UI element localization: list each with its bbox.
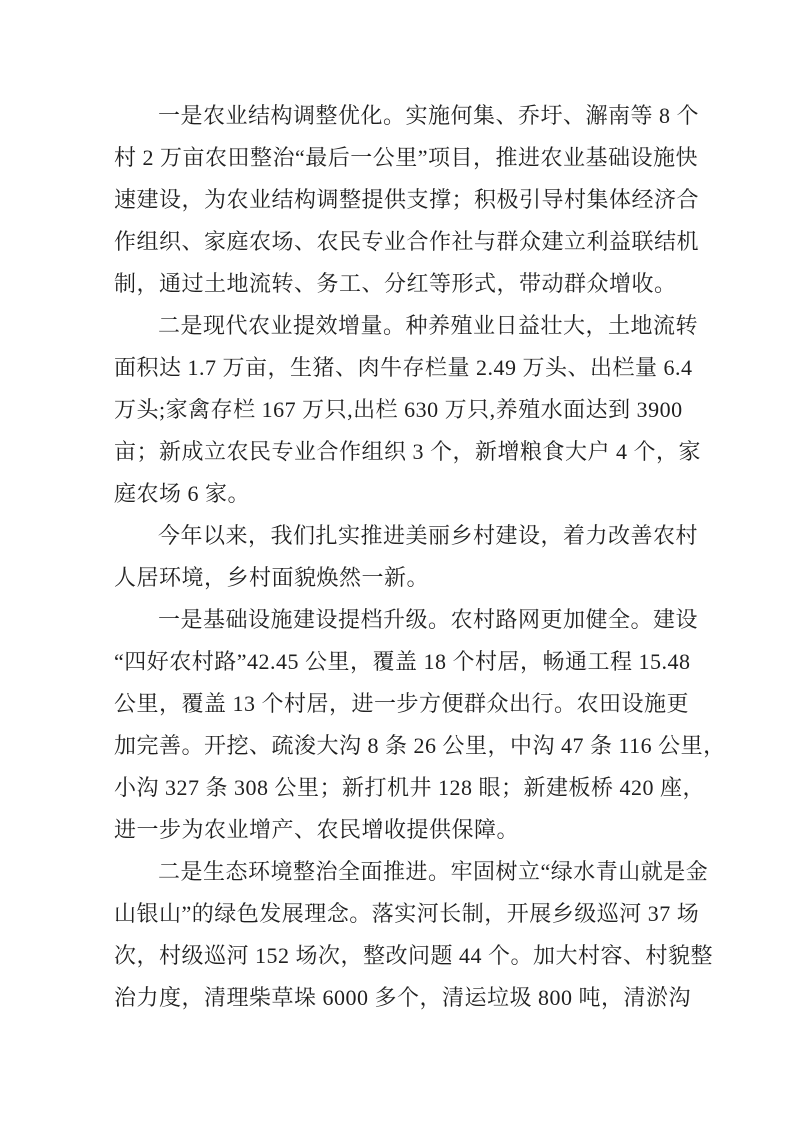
text-line: 亩；新成立农民专业合作组织 3 个，新增粮食大户 4 个，家 xyxy=(114,439,702,464)
text-line: 加完善。开挖、疏浚大沟 8 条 26 公里，中沟 47 条 116 公里， xyxy=(114,733,726,758)
text-line: 制，通过土地流转、务工、分红等形式，带动群众增收。 xyxy=(114,271,677,296)
text-line: 村 2 万亩农田整治“最后一公里”项目，推进农业基础设施快 xyxy=(114,145,699,170)
text-line: 今年以来，我们扎实推进美丽乡村建设，着力改善农村 xyxy=(158,523,699,548)
text-line: 二是现代农业提效增量。种养殖业日益壮大，土地流转 xyxy=(158,313,699,338)
text-line: 公里，覆盖 13 个村居，进一步方便群众出行。农田设施更 xyxy=(114,691,690,716)
text-line: 二是生态环境整治全面推进。牢固树立“绿水青山就是金 xyxy=(158,859,709,884)
text-line: 治力度，清理柴草垛 6000 多个，清运垃圾 800 吨，清淤沟 xyxy=(114,985,692,1010)
text-line: 一是基础设施建设提档升级。农村路网更加健全。建设 xyxy=(158,607,699,632)
text-line: 一是农业结构调整优化。实施何集、乔圩、澥南等 8 个 xyxy=(158,103,700,128)
text-line: 万头;家禽存栏 167 万只,出栏 630 万只,养殖水面达到 3900 xyxy=(114,397,683,422)
text-line: 小沟 327 条 308 公里；新打机井 128 眼；新建板桥 420 座， xyxy=(114,775,706,800)
text-line: 面积达 1.7 万亩，生猪、肉牛存栏量 2.49 万头、出栏量 6.4 xyxy=(114,355,693,380)
text-line: 进一步为农业增产、农民增收提供保障。 xyxy=(114,817,520,842)
text-line: 山银山”的绿色发展理念。落实河长制，开展乡级巡河 37 场 xyxy=(114,901,700,926)
text-line: 速建设，为农业结构调整提供支撑；积极引导村集体经济合 xyxy=(114,187,700,212)
text-line: 次，村级巡河 152 场次，整改问题 44 个。加大村容、村貌整 xyxy=(114,943,714,968)
text-line: 作组织、家庭农场、农民专业合作社与群众建立利益联结机 xyxy=(114,229,700,254)
text-block xyxy=(114,95,726,1019)
text-line: 庭农场 6 家。 xyxy=(114,481,251,506)
text-line: 人居环境，乡村面貌焕然一新。 xyxy=(114,565,430,590)
text-line: “四好农村路”42.45 公里，覆盖 18 个村居，畅通工程 15.48 xyxy=(114,649,691,674)
